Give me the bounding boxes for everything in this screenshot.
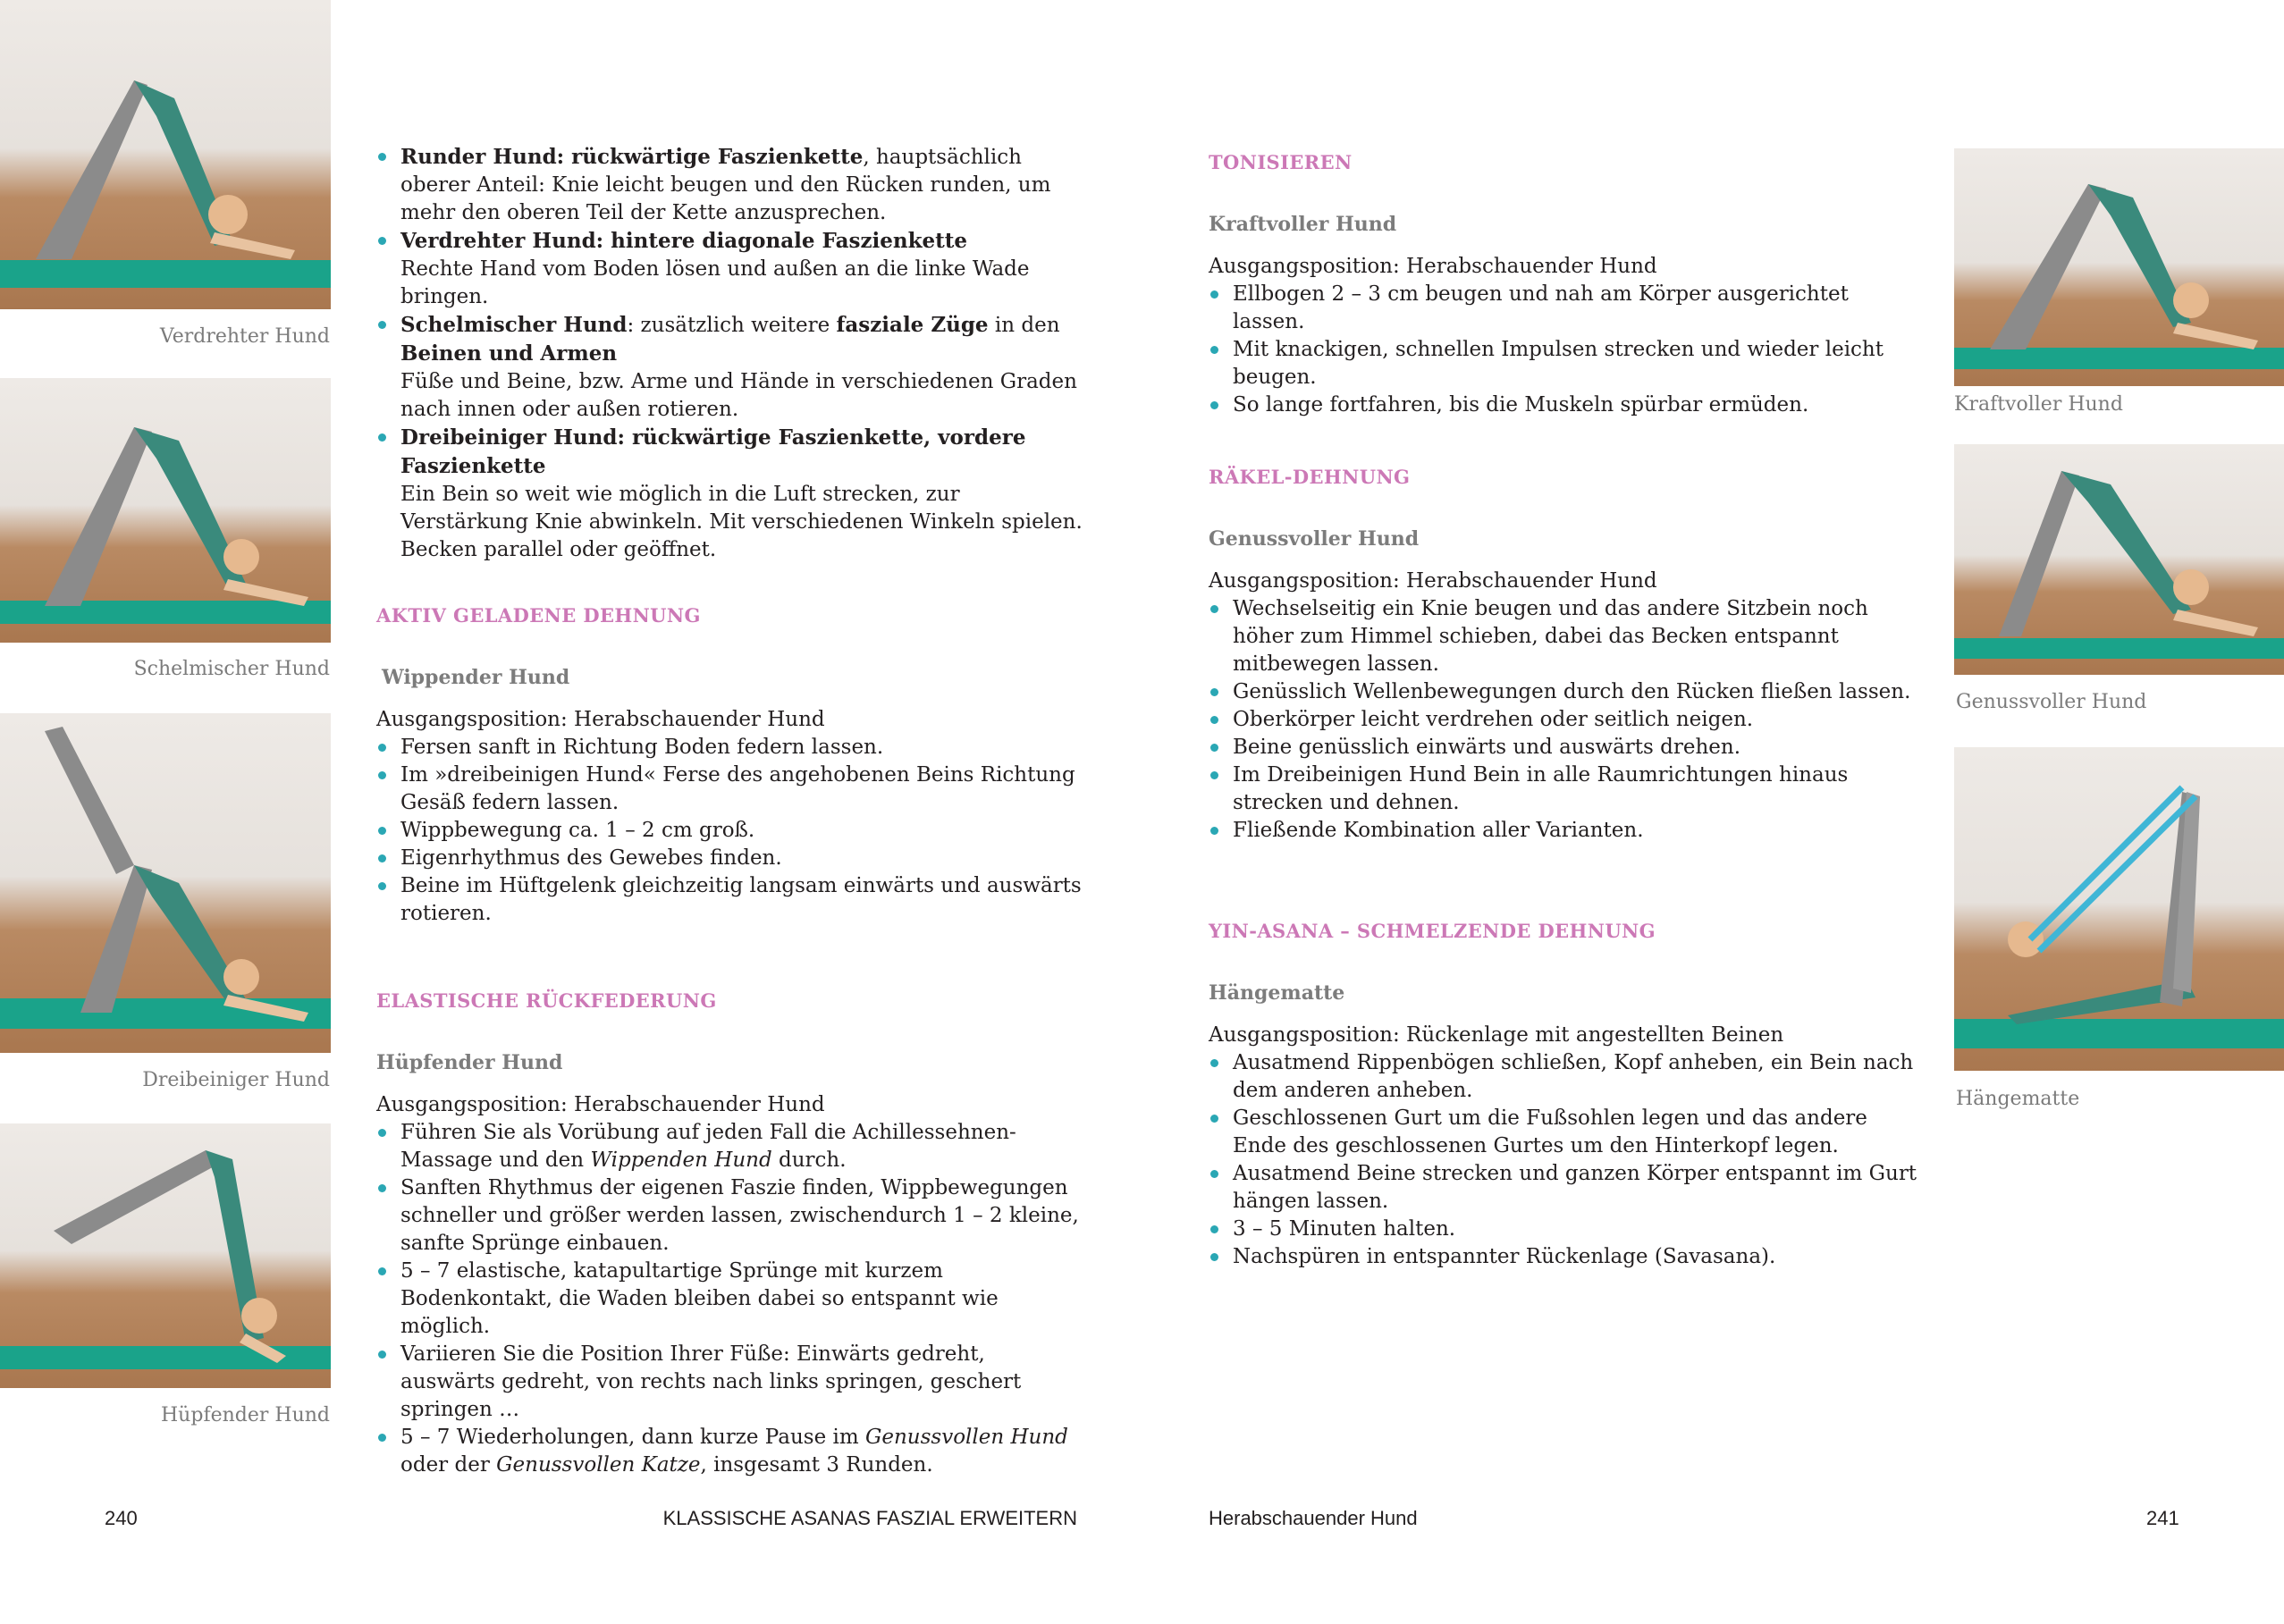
list-item-text: in den — [988, 314, 1060, 337]
list-item — [376, 143, 1083, 227]
list-item-text: : zusätzlich weitere — [627, 314, 837, 337]
start-position: Ausgangsposition: Herabschauender Hund — [1209, 255, 1657, 278]
list-item: 5 – 7 elastische, katapultartige Sprünge mit kurzem Bodenkontakt, die Waden bleiben dabei so entspannt wie möglich. — [376, 1258, 1083, 1341]
start-position: Ausgangsposition: Herabschauender Hund — [376, 1093, 825, 1116]
right-page-number: 241 — [2146, 1507, 2179, 1529]
list-item: Beine im Hüftgelenk gleichzeitig langsam einwärts und auswärts rotieren. — [376, 872, 1083, 928]
list-item: 3 – 5 Minuten halten. — [1209, 1216, 1924, 1243]
yoga-figure-illustration — [1954, 444, 2284, 675]
list-item: Im »dreibeinigen Hund« Ferse des angehobenen Beins Richtung Gesäß federn lassen. — [376, 762, 1083, 817]
yoga-figure-illustration — [1954, 148, 2284, 386]
list-item: Sanften Rhythmus der eigenen Faszie finden, Wippbewegungen schneller und größer werden lassen, zwischendurch 1 – 2 kleine, sanfte Sprünge einbauen. — [376, 1174, 1083, 1258]
list-item: Fersen sanft in Richtung Boden federn lassen. — [376, 734, 1083, 762]
photo-haengematte — [1954, 747, 2284, 1071]
left-running-title: KLASSISCHE ASANAS FASZIAL ERWEITERN — [662, 1507, 1077, 1529]
list-item: Eigenrhythmus des Gewebes finden. — [376, 845, 1083, 872]
list-item: Ellbogen 2 – 3 cm beugen und nah am Körper ausgerichtet lassen. — [1209, 281, 1924, 336]
section-subheading: Wippender Hund — [382, 666, 570, 689]
list-item — [376, 311, 1083, 424]
section-subheading: Hüpfender Hund — [376, 1051, 563, 1074]
list-item-text: Ein Bein so weit wie möglich in die Luft strecken, zur Verstärkung Knie abwinkeln. Mit verschiedenen Winkeln spielen. Becken parallel oder geöffnet. — [400, 483, 1083, 561]
list-item: Ausatmend Rippenbögen schließen, Kopf anheben, ein Bein nach dem anderen anheben. — [1209, 1049, 1924, 1105]
start-position: Ausgangsposition: Herabschauender Hund — [1209, 569, 1657, 593]
list-item-bold: Runder Hund: rückwärtige Faszienkette — [400, 145, 864, 169]
left-text-column — [376, 143, 1083, 564]
left-section-1 — [376, 602, 1083, 928]
list-item-bold: Beinen und Armen — [400, 341, 618, 366]
list-item: Beine genüsslich einwärts und auswärts drehen. — [1209, 734, 1924, 762]
exercise-list — [376, 1119, 1083, 1479]
photo-caption: Kraftvoller Hund — [1954, 393, 2123, 416]
photo-dreibeiniger-hund — [0, 713, 331, 1053]
list-item-text: 5 – 7 Wiederholungen, dann kurze Pause im — [400, 1426, 865, 1449]
list-item-text: Füße und Beine, bzw. Arme und Hände in verschiedenen Graden nach innen oder außen rotieren. — [400, 370, 1077, 421]
section-heading: ELASTISCHE RÜCKFEDERUNG — [376, 989, 717, 1012]
list-item: Wechselseitig ein Knie beugen und das andere Sitzbein noch höher zum Himmel schieben, dabei das Becken entspannt mitbewegen lassen. — [1209, 595, 1924, 678]
section-heading: RÄKEL-DEHNUNG — [1209, 466, 1411, 488]
photo-verdrehter-hund — [0, 0, 331, 309]
section-subheading: Kraftvoller Hund — [1209, 213, 1397, 236]
section-heading: TONISIEREN — [1209, 151, 1353, 173]
list-item-bold: Dreibeiniger Hund: rückwärtige Faszienkette, vordere Faszienkette — [400, 425, 1026, 478]
intro-list — [376, 143, 1083, 564]
yoga-figure-illustration — [0, 378, 331, 643]
photo-caption: Hängematte — [1956, 1088, 2080, 1110]
exercise-list — [1209, 595, 1924, 845]
list-item: Fließende Kombination aller Varianten. — [1209, 817, 1924, 845]
right-section-3 — [1209, 917, 1924, 1271]
list-item: Im Dreibeinigen Hund Bein in alle Raumrichtungen hinaus strecken und dehnen. — [1209, 762, 1924, 817]
list-item: So lange fortfahren, bis die Muskeln spürbar ermüden. — [1209, 391, 1924, 419]
section-subheading: Hängematte — [1209, 981, 1345, 1005]
list-item-bold: Schelmischer Hund — [400, 313, 628, 337]
list-item — [376, 424, 1083, 564]
list-item-text: Rechte Hand vom Boden lösen und außen an die linke Wade bringen. — [400, 257, 1030, 308]
photo-caption: Dreibeiniger Hund — [142, 1069, 330, 1091]
start-position: Ausgangsposition: Herabschauender Hund — [376, 708, 825, 731]
right-section-1 — [1209, 148, 1924, 419]
yoga-figure-illustration — [0, 0, 331, 309]
list-item: Geschlossenen Gurt um die Fußsohlen legen und das andere Ende des geschlossenen Gurtes um den Hinterkopf legen. — [1209, 1105, 1924, 1160]
section-subheading: Genussvoller Hund — [1209, 527, 1420, 551]
list-item — [376, 227, 1083, 311]
list-item: Wippbewegung ca. 1 – 2 cm groß. — [376, 817, 1083, 845]
left-page-number: 240 — [105, 1507, 138, 1529]
list-item-text: Führen Sie als Vorübung auf jeden Fall die Achillessehnen-Massage und den — [400, 1121, 1016, 1172]
section-heading: YIN-ASANA – SCHMELZENDE DEHNUNG — [1209, 920, 1656, 942]
list-item: Variieren Sie die Position Ihrer Füße: Einwärts gedreht, auswärts gedreht, von rechts nach links springen, geschert springen … — [376, 1341, 1083, 1424]
right-running-title: Herabschauender Hund — [1209, 1507, 1418, 1529]
photo-schelmischer-hund — [0, 378, 331, 643]
list-item-italic: Genussvollen Hund — [864, 1426, 1068, 1449]
start-position: Ausgangsposition: Rückenlage mit angestellten Beinen — [1209, 1023, 1784, 1047]
list-item-bold: Verdrehter Hund: hintere diagonale Faszienkette — [400, 229, 968, 253]
exercise-list — [376, 734, 1083, 928]
list-item — [376, 1424, 1083, 1479]
photo-caption: Schelmischer Hund — [133, 658, 330, 680]
photo-caption: Hüpfender Hund — [161, 1404, 330, 1426]
photo-huepfender-hund — [0, 1123, 331, 1388]
list-item-text: durch. — [771, 1149, 847, 1172]
photo-kraftvoller-hund — [1954, 148, 2284, 386]
list-item: Oberkörper leicht verdrehen oder seitlich neigen. — [1209, 706, 1924, 734]
list-item — [376, 1119, 1083, 1174]
photo-caption: Verdrehter Hund — [159, 325, 330, 348]
list-item: Mit knackigen, schnellen Impulsen strecken und wieder leicht beugen. — [1209, 336, 1924, 391]
list-item: Genüsslich Wellenbewegungen durch den Rücken fließen lassen. — [1209, 678, 1924, 706]
right-section-2 — [1209, 463, 1924, 845]
section-heading: AKTIV GELADENE DEHNUNG — [376, 604, 701, 627]
yoga-figure-illustration — [0, 1123, 331, 1388]
list-item-text: oder der — [400, 1453, 497, 1477]
yoga-figure-illustration — [1954, 747, 2284, 1071]
list-item-italic: Wippenden Hund — [590, 1149, 772, 1172]
list-item-text: , hauptsächlich oberer Anteil: Knie leicht beugen und den Rücken runden, um mehr den oberen Teil der Kette anzusprechen. — [400, 146, 1051, 224]
photo-caption: Genussvoller Hund — [1956, 691, 2147, 713]
exercise-list — [1209, 281, 1924, 419]
exercise-list — [1209, 1049, 1924, 1271]
list-item-text: , insgesamt 3 Runden. — [700, 1453, 933, 1477]
list-item: Ausatmend Beine strecken und ganzen Körper entspannt im Gurt hängen lassen. — [1209, 1160, 1924, 1216]
list-item-italic: Genussvollen Katze — [496, 1453, 701, 1477]
left-section-2 — [376, 987, 1083, 1479]
photo-genussvoller-hund — [1954, 444, 2284, 675]
list-item: Nachspüren in entspannter Rückenlage (Savasana). — [1209, 1243, 1924, 1271]
list-item-bold: fasziale Züge — [836, 313, 989, 337]
yoga-figure-illustration — [0, 713, 331, 1053]
